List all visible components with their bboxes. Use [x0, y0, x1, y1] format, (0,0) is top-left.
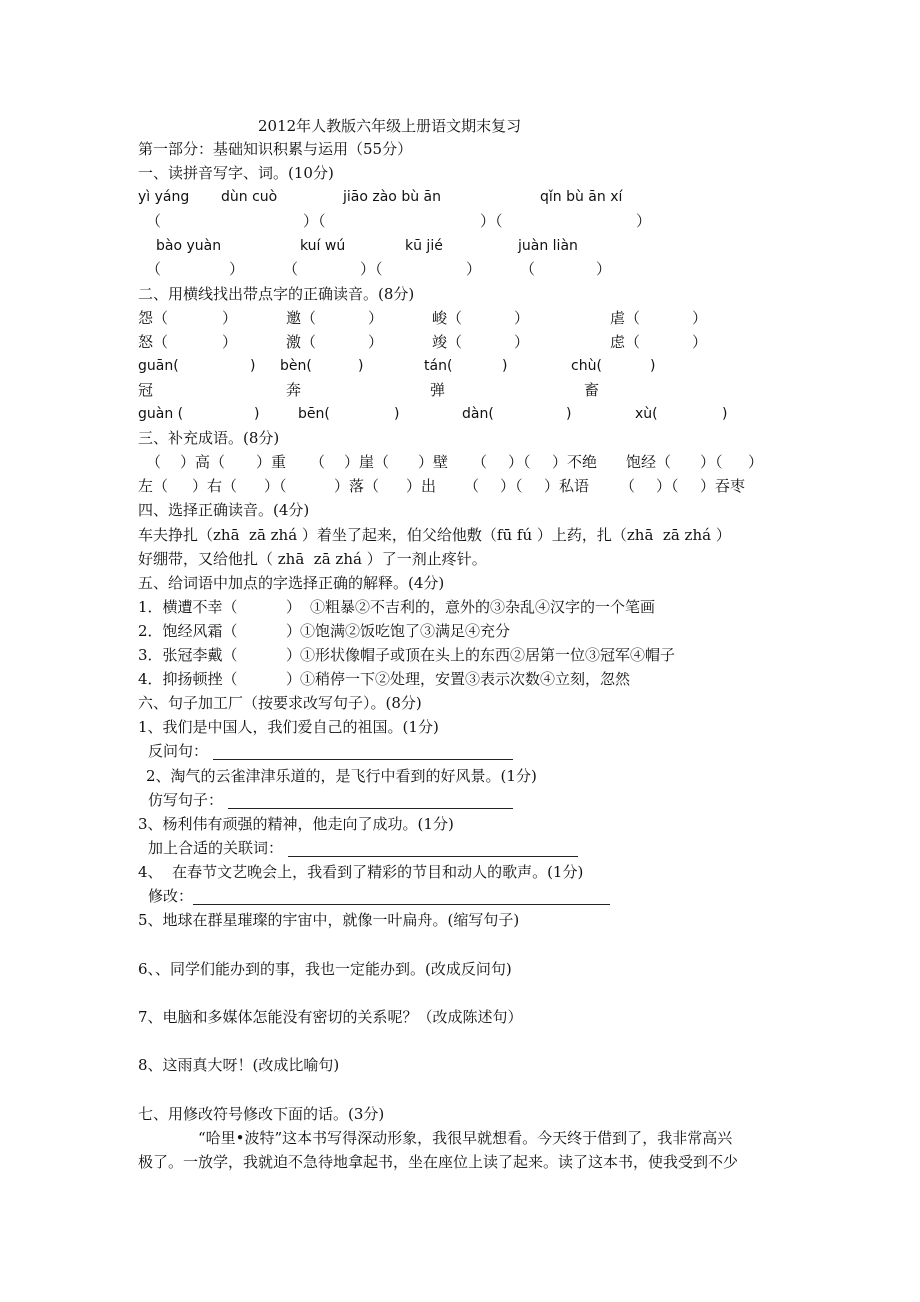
bracket: ）（: [480, 212, 503, 230]
bracket: ）: [368, 333, 384, 351]
bracket: ）: [286, 598, 302, 616]
section-6-heading: 六、句子加工厂（按要求改写句子）。(8分): [138, 694, 422, 712]
s6-a2-label: 仿写句子：: [148, 791, 224, 809]
bracket: ）: [692, 333, 708, 351]
pinyin-4: qǐn bù ān xí: [540, 189, 623, 205]
s6-q1: 1、我们是中国人，我们爱自己的祖国。(1分): [138, 718, 439, 736]
pinyin-option: bēn(: [298, 406, 330, 422]
char-item: 竣（: [432, 333, 463, 351]
pinyin-option: tán(: [424, 358, 453, 374]
idiom-part: ）重: [256, 453, 287, 471]
s6-q5: 5、地球在群星璀璨的宇宙中，就像一叶扁舟。(缩写句子): [138, 911, 520, 929]
part-one-heading: 第一部分：基础知识积累与运用（55分）: [138, 140, 413, 158]
idiom-part: ）右（: [192, 477, 238, 495]
s6-q2: 2、淘气的云雀津津乐道的，是飞行中看到的好风景。(1分): [146, 767, 537, 785]
bracket: ）: [692, 309, 708, 327]
idiom-part: ）不绝: [552, 453, 598, 471]
bracket: ）: [286, 622, 302, 640]
bracket: （: [283, 260, 299, 278]
idiom-part: ）: [748, 453, 764, 471]
bracket: （: [146, 260, 162, 278]
idiom-part: ）吞枣: [700, 477, 746, 495]
bracket: ）（: [303, 212, 326, 230]
s6-q4: 4、 在春节文艺晚会上，我看到了精彩的节目和动人的歌声。(1分): [138, 863, 584, 881]
idiom-part: ）高（: [180, 453, 226, 471]
pinyin-option: xù(: [635, 406, 658, 422]
char-item: 冠: [138, 381, 154, 399]
bracket: ): [502, 358, 508, 374]
section-2-heading: 二、用横线找出带点字的正确读音。(8分): [138, 285, 415, 303]
char-item: 邀（: [286, 309, 317, 327]
s6-a1-label: 反问句：: [148, 742, 209, 760]
bracket: ）: [596, 260, 612, 278]
bracket: ）: [636, 212, 652, 230]
bracket: ）: [286, 646, 302, 664]
pinyin-option: guān(: [138, 358, 179, 374]
pinyin-option: dàn(: [462, 406, 494, 422]
char-item: 峻（: [432, 309, 463, 327]
page-title: 2012年人教版六年级上册语文期末复习: [258, 117, 522, 135]
bracket: ）: [229, 260, 245, 278]
s7-line-1: “哈里•波特”这本书写得深动形象，我很早就想看。今天终于借到了，我非常高兴: [198, 1129, 733, 1147]
s6-q3: 3、杨利伟有顽强的精神，他走向了成功。(1分): [138, 815, 454, 833]
s5-options: ①形状像帽子或顶在头上的东西②居第一位③冠军④帽子: [300, 646, 676, 664]
idiom-part: 左（: [138, 477, 169, 495]
s6-a4-label: 修改：: [148, 887, 194, 905]
pinyin-option: bèn(: [280, 358, 312, 374]
pinyin-8: juàn liàn: [518, 238, 578, 254]
pinyin-1: yì yáng: [138, 189, 190, 205]
section-4-heading: 四、选择正确读音。(4分): [138, 501, 310, 519]
pinyin-2: dùn cuò: [221, 189, 278, 205]
bracket: ): [566, 406, 572, 422]
s6-q8: 8、这雨真大呀！(改成比喻句): [138, 1056, 340, 1074]
char-item: 怨（: [138, 309, 169, 327]
idiom-bracket: （: [464, 477, 480, 495]
section-3-heading: 三、补充成语。(8分): [138, 429, 280, 447]
s4-line-2: 好绷带，又给他扎（ zhā zā zhá ）了一剂止疼针。: [138, 550, 487, 568]
bracket: ): [358, 358, 364, 374]
idiom-part: ）私语: [544, 477, 590, 495]
bracket: ): [250, 358, 256, 374]
char-item: 虐（: [610, 309, 641, 327]
pinyin-7: kū jié: [405, 238, 443, 254]
bracket: ）: [466, 260, 482, 278]
char-item: 畜: [584, 381, 600, 399]
bracket: ）: [286, 670, 302, 688]
pinyin-5: bào yuàn: [156, 238, 222, 254]
idiom-bracket: （: [620, 477, 636, 495]
pinyin-6: kuí wú: [300, 238, 346, 254]
bracket: （: [520, 260, 536, 278]
bracket: ）: [222, 333, 238, 351]
char-item: 弹: [430, 381, 446, 399]
s7-line-2: 极了。一放学，我就迫不急待地拿起书，坐在座位上读了起来。读了这本书，使我受到不少: [138, 1153, 739, 1171]
char-item: 激（: [286, 333, 317, 351]
answer-line[interactable]: [213, 759, 513, 760]
bracket: （: [146, 212, 162, 230]
idiom-bracket: （: [472, 453, 488, 471]
section-1-heading: 一、读拼音写字、词。(10分): [138, 164, 334, 182]
answer-line[interactable]: [193, 904, 610, 905]
idiom-part: ）落（: [334, 477, 380, 495]
bracket: ): [254, 406, 260, 422]
bracket: ）: [514, 333, 530, 351]
char-item: 奔: [286, 381, 302, 399]
answer-line[interactable]: [288, 856, 578, 857]
s5-word: 1．横遭不幸（: [138, 598, 238, 616]
s6-a3-label: 加上合适的关联词：: [148, 839, 284, 857]
idiom-part: ）（: [700, 453, 723, 471]
s6-q6: 6、、同学们能办到的事，我也一定能办到。(改成反问句): [138, 960, 512, 978]
idiom-part: ）出: [406, 477, 437, 495]
bracket: ）: [514, 309, 530, 327]
char-item: 怒（: [138, 333, 169, 351]
idiom-part: ）壁: [418, 453, 449, 471]
section-5-heading: 五、给词语中加点的字选择正确的解释。(4分): [138, 574, 445, 592]
bracket: ): [650, 358, 656, 374]
idiom-part: ）（: [656, 477, 679, 495]
s5-options: ①粗暴②不吉利的，意外的③杂乱④汉字的一个笔画: [310, 598, 656, 616]
idiom-bracket: （: [310, 453, 326, 471]
s6-q7: 7、电脑和多媒体怎能没有密切的关系呢？（改成陈述句）: [138, 1008, 523, 1026]
pinyin-3: jiāo zào bù ān: [343, 189, 441, 205]
s4-line-1: 车夫挣扎（zhā zā zhá ）着坐了起来，伯父给他敷（fū fú ）上药，扎（zhā zā zhá ）: [138, 526, 731, 544]
bracket: ）: [222, 309, 238, 327]
idiom-part: ）（: [508, 453, 531, 471]
s5-options: ①饱满②饭吃饱了③满足④充分: [300, 622, 511, 640]
s5-word: 3．张冠李戴（: [138, 646, 238, 664]
bracket: ): [722, 406, 728, 422]
pinyin-option: guàn (: [138, 406, 184, 422]
section-7-heading: 七、用修改符号修改下面的话。(3分): [138, 1105, 385, 1123]
s5-options: ①稍停一下②处理，安置③表示次数④立刻，忽然: [300, 670, 631, 688]
answer-line[interactable]: [228, 808, 513, 809]
idiom-bracket: （: [146, 453, 162, 471]
idiom-part: ）（: [264, 477, 287, 495]
pinyin-option: chù(: [571, 358, 602, 374]
idiom-part: 饱经（: [626, 453, 672, 471]
idiom-part: ）崖（: [344, 453, 390, 471]
bracket: ）（: [360, 260, 383, 278]
s5-word: 2．饱经风霜（: [138, 622, 238, 640]
idiom-part: ）（: [500, 477, 523, 495]
bracket: ）: [368, 309, 384, 327]
bracket: ): [394, 406, 400, 422]
char-item: 虑（: [610, 333, 641, 351]
s5-word: 4．抑扬顿挫（: [138, 670, 238, 688]
